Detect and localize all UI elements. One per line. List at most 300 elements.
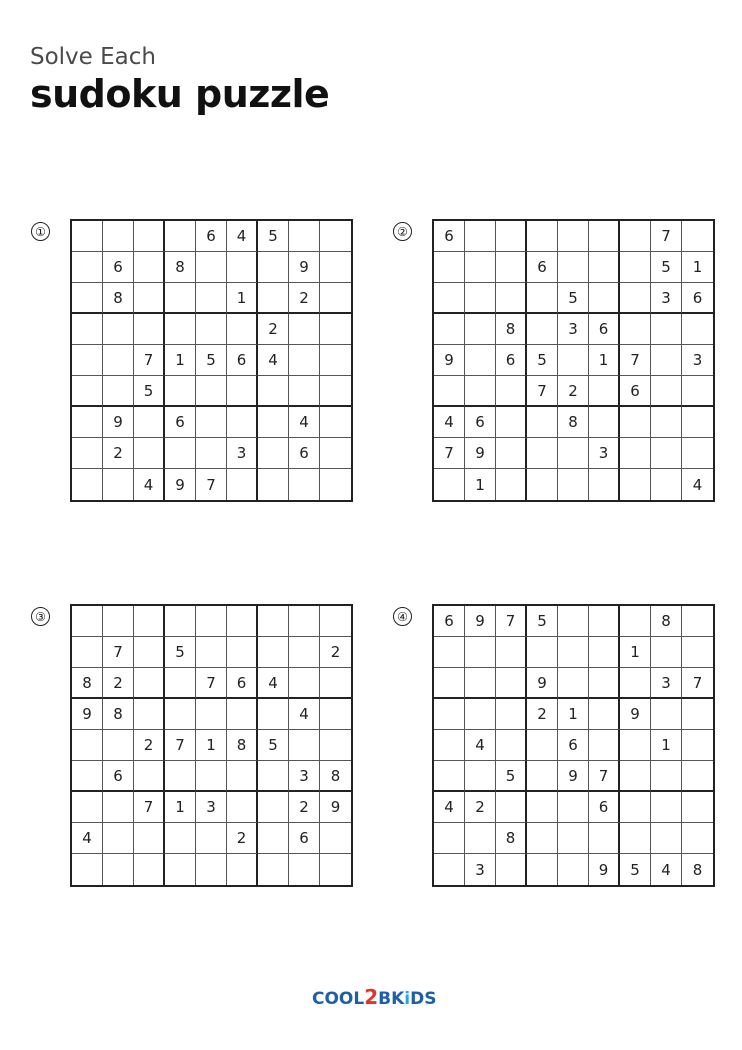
sudoku-cell[interactable]: [527, 469, 558, 500]
sudoku-cell[interactable]: [134, 823, 165, 854]
sudoku-cell[interactable]: 8: [692, 860, 703, 879]
sudoku-cell[interactable]: 7: [434, 438, 465, 469]
sudoku-cell[interactable]: 2: [527, 699, 558, 730]
sudoku-cell[interactable]: [165, 376, 196, 407]
sudoku-cell[interactable]: [134, 637, 165, 668]
sudoku-cell[interactable]: [227, 407, 258, 438]
sudoku-cell[interactable]: 6: [289, 823, 320, 854]
sudoku-cell[interactable]: [527, 761, 558, 792]
sudoku-cell[interactable]: [434, 823, 465, 854]
sudoku-cell[interactable]: 2: [320, 637, 351, 668]
sudoku-cell[interactable]: [465, 376, 496, 407]
sudoku-cell[interactable]: 9: [589, 854, 620, 885]
sudoku-cell[interactable]: [496, 792, 527, 823]
sudoku-cell[interactable]: [227, 854, 258, 885]
sudoku-cell[interactable]: [289, 376, 320, 407]
sudoku-cell[interactable]: [289, 314, 320, 345]
sudoku-cell[interactable]: [527, 407, 558, 438]
sudoku-cell[interactable]: 4: [227, 221, 258, 252]
sudoku-cell[interactable]: 6: [227, 345, 258, 376]
sudoku-cell[interactable]: 9: [103, 407, 134, 438]
sudoku-cell[interactable]: 5: [258, 221, 289, 252]
sudoku-cell[interactable]: [465, 823, 496, 854]
sudoku-cell[interactable]: [165, 221, 196, 252]
sudoku-cell[interactable]: [496, 637, 527, 668]
sudoku-cell[interactable]: [103, 854, 134, 885]
sudoku-cell[interactable]: 5: [165, 637, 196, 668]
sudoku-cell[interactable]: 9: [558, 761, 589, 792]
sudoku-cell[interactable]: 6: [196, 221, 227, 252]
sudoku-cell[interactable]: 1: [196, 730, 227, 761]
sudoku-cell[interactable]: [258, 761, 289, 792]
sudoku-cell[interactable]: 9: [165, 469, 196, 500]
sudoku-cell[interactable]: [103, 606, 134, 637]
sudoku-cell[interactable]: 6: [527, 252, 558, 283]
sudoku-cell[interactable]: [465, 345, 496, 376]
sudoku-cell[interactable]: [258, 792, 289, 823]
sudoku-cell[interactable]: [72, 606, 103, 637]
sudoku-cell[interactable]: [196, 637, 227, 668]
sudoku-cell[interactable]: 2: [103, 668, 134, 699]
sudoku-cell[interactable]: [589, 221, 620, 252]
sudoku-cell[interactable]: [527, 823, 558, 854]
sudoku-cell[interactable]: [134, 283, 165, 314]
sudoku-cell[interactable]: [682, 407, 713, 438]
sudoku-cell[interactable]: [589, 283, 620, 314]
sudoku-cell[interactable]: 6: [682, 283, 713, 314]
sudoku-cell[interactable]: 5: [496, 761, 527, 792]
sudoku-cell[interactable]: [465, 283, 496, 314]
sudoku-cell[interactable]: [196, 376, 227, 407]
sudoku-cell[interactable]: [165, 823, 196, 854]
sudoku-cell[interactable]: [589, 407, 620, 438]
sudoku-cell[interactable]: [682, 606, 713, 637]
sudoku-cell[interactable]: [289, 668, 320, 699]
sudoku-cell[interactable]: 9: [620, 699, 651, 730]
sudoku-cell[interactable]: [527, 283, 558, 314]
sudoku-cell[interactable]: 6: [103, 761, 134, 792]
sudoku-cell[interactable]: [165, 854, 196, 885]
sudoku-cell[interactable]: 9: [434, 345, 465, 376]
sudoku-cell[interactable]: 3: [651, 283, 682, 314]
sudoku-cell[interactable]: [289, 637, 320, 668]
sudoku-cell[interactable]: [258, 438, 289, 469]
sudoku-cell[interactable]: [320, 606, 351, 637]
sudoku-cell[interactable]: 8: [558, 407, 589, 438]
sudoku-cell[interactable]: [558, 637, 589, 668]
sudoku-cell[interactable]: 6: [289, 438, 320, 469]
sudoku-cell[interactable]: [165, 314, 196, 345]
sudoku-cell[interactable]: [103, 469, 134, 500]
sudoku-cell[interactable]: [196, 823, 227, 854]
sudoku-cell[interactable]: [289, 730, 320, 761]
sudoku-cell[interactable]: 4: [289, 699, 320, 730]
sudoku-cell[interactable]: [465, 637, 496, 668]
sudoku-cell[interactable]: [227, 376, 258, 407]
sudoku-cell[interactable]: 4: [434, 407, 465, 438]
sudoku-cell[interactable]: [496, 854, 527, 885]
sudoku-cell[interactable]: 6: [465, 407, 496, 438]
sudoku-cell[interactable]: 8: [496, 314, 527, 345]
sudoku-cell[interactable]: [289, 221, 320, 252]
sudoku-cell[interactable]: [434, 314, 465, 345]
sudoku-cell[interactable]: [227, 314, 258, 345]
sudoku-cell[interactable]: 3: [196, 792, 227, 823]
sudoku-cell[interactable]: 8: [227, 730, 258, 761]
sudoku-cell[interactable]: [496, 668, 527, 699]
sudoku-cell[interactable]: 4: [651, 854, 682, 885]
sudoku-cell[interactable]: 9: [289, 252, 320, 283]
sudoku-cell[interactable]: 6: [227, 668, 258, 699]
sudoku-cell[interactable]: 4: [72, 823, 103, 854]
sudoku-cell[interactable]: [320, 699, 351, 730]
sudoku-cell[interactable]: 4: [434, 792, 465, 823]
sudoku-cell[interactable]: [434, 252, 465, 283]
sudoku-cell[interactable]: [527, 854, 558, 885]
sudoku-cell[interactable]: [682, 792, 713, 823]
sudoku-cell[interactable]: [434, 376, 465, 407]
sudoku-cell[interactable]: [258, 823, 289, 854]
sudoku-cell[interactable]: 8: [103, 699, 134, 730]
sudoku-cell[interactable]: [496, 221, 527, 252]
sudoku-cell[interactable]: 5: [620, 854, 651, 885]
sudoku-cell[interactable]: [134, 314, 165, 345]
sudoku-cell[interactable]: [434, 761, 465, 792]
sudoku-cell[interactable]: [651, 376, 682, 407]
sudoku-cell[interactable]: [227, 792, 258, 823]
sudoku-cell[interactable]: 4: [465, 730, 496, 761]
sudoku-cell[interactable]: 1: [165, 792, 196, 823]
sudoku-cell[interactable]: [558, 606, 589, 637]
sudoku-cell[interactable]: [589, 699, 620, 730]
sudoku-cell[interactable]: [103, 792, 134, 823]
sudoku-cell[interactable]: [72, 438, 103, 469]
sudoku-cell[interactable]: 7: [103, 637, 134, 668]
sudoku-cell[interactable]: [320, 221, 351, 252]
sudoku-cell[interactable]: 3: [682, 345, 713, 376]
sudoku-cell[interactable]: 3: [589, 438, 620, 469]
sudoku-cell[interactable]: [682, 314, 713, 345]
sudoku-cell[interactable]: [258, 606, 289, 637]
sudoku-cell[interactable]: [620, 407, 651, 438]
sudoku-cell[interactable]: 9: [465, 438, 496, 469]
sudoku-cell[interactable]: [434, 283, 465, 314]
sudoku-cell[interactable]: [496, 469, 527, 500]
sudoku-cell[interactable]: 9: [527, 668, 558, 699]
sudoku-cell[interactable]: 6: [558, 730, 589, 761]
sudoku-cell[interactable]: 9: [320, 792, 351, 823]
sudoku-cell[interactable]: [103, 730, 134, 761]
sudoku-cell[interactable]: [682, 376, 713, 407]
sudoku-cell[interactable]: [196, 407, 227, 438]
sudoku-cell[interactable]: [72, 345, 103, 376]
sudoku-cell[interactable]: [72, 854, 103, 885]
sudoku-cell[interactable]: 8: [103, 283, 134, 314]
sudoku-cell[interactable]: [527, 730, 558, 761]
sudoku-cell[interactable]: [165, 438, 196, 469]
sudoku-cell[interactable]: [527, 637, 558, 668]
sudoku-cell[interactable]: [134, 252, 165, 283]
sudoku-cell[interactable]: [589, 823, 620, 854]
sudoku-cell[interactable]: [72, 469, 103, 500]
sudoku-cell[interactable]: [320, 438, 351, 469]
sudoku-cell[interactable]: 2: [258, 314, 289, 345]
sudoku-cell[interactable]: [258, 283, 289, 314]
sudoku-cell[interactable]: [496, 407, 527, 438]
sudoku-cell[interactable]: [620, 252, 651, 283]
sudoku-cell[interactable]: 1: [465, 469, 496, 500]
sudoku-cell[interactable]: [682, 730, 713, 761]
sudoku-cell[interactable]: [651, 314, 682, 345]
sudoku-cell[interactable]: [103, 823, 134, 854]
sudoku-cell[interactable]: 1: [165, 345, 196, 376]
sudoku-cell[interactable]: [465, 221, 496, 252]
sudoku-cell[interactable]: [134, 761, 165, 792]
sudoku-cell[interactable]: 2: [103, 438, 134, 469]
sudoku-cell[interactable]: [196, 854, 227, 885]
sudoku-cell[interactable]: [258, 469, 289, 500]
sudoku-cell[interactable]: [558, 668, 589, 699]
sudoku-cell[interactable]: [558, 854, 589, 885]
sudoku-cell[interactable]: [589, 606, 620, 637]
sudoku-cell[interactable]: [227, 606, 258, 637]
sudoku-cell[interactable]: [620, 730, 651, 761]
sudoku-cell[interactable]: [165, 699, 196, 730]
sudoku-cell[interactable]: [651, 792, 682, 823]
sudoku-cell[interactable]: [320, 407, 351, 438]
sudoku-cell[interactable]: 5: [651, 252, 682, 283]
sudoku-cell[interactable]: [320, 730, 351, 761]
sudoku-cell[interactable]: 5: [196, 345, 227, 376]
sudoku-cell[interactable]: [682, 637, 713, 668]
sudoku-cell[interactable]: [465, 761, 496, 792]
sudoku-cell[interactable]: 4: [258, 668, 289, 699]
sudoku-cell[interactable]: [465, 668, 496, 699]
sudoku-cell[interactable]: [558, 792, 589, 823]
sudoku-cell[interactable]: [196, 314, 227, 345]
sudoku-cell[interactable]: 9: [72, 699, 103, 730]
sudoku-cell[interactable]: [165, 606, 196, 637]
sudoku-cell[interactable]: 2: [227, 823, 258, 854]
sudoku-cell[interactable]: [465, 314, 496, 345]
sudoku-cell[interactable]: [289, 854, 320, 885]
sudoku-cell[interactable]: [103, 345, 134, 376]
sudoku-cell[interactable]: [72, 792, 103, 823]
sudoku-cell[interactable]: 9: [465, 606, 496, 637]
sudoku-cell[interactable]: [258, 252, 289, 283]
sudoku-cell[interactable]: [527, 792, 558, 823]
sudoku-cell[interactable]: [434, 699, 465, 730]
sudoku-cell[interactable]: 6: [620, 376, 651, 407]
sudoku-cell[interactable]: 6: [165, 407, 196, 438]
sudoku-cell[interactable]: [434, 637, 465, 668]
sudoku-cell[interactable]: [465, 252, 496, 283]
sudoku-cell[interactable]: [134, 438, 165, 469]
sudoku-cell[interactable]: [227, 761, 258, 792]
sudoku-cell[interactable]: 7: [620, 345, 651, 376]
sudoku-cell[interactable]: [134, 221, 165, 252]
sudoku-cell[interactable]: [620, 469, 651, 500]
sudoku-cell[interactable]: 7: [496, 606, 527, 637]
sudoku-cell[interactable]: 3: [465, 854, 496, 885]
sudoku-cell[interactable]: [682, 221, 713, 252]
sudoku-cell[interactable]: [320, 469, 351, 500]
sudoku-cell[interactable]: [196, 699, 227, 730]
sudoku-cell[interactable]: 1: [558, 699, 589, 730]
sudoku-cell[interactable]: [651, 345, 682, 376]
sudoku-cell[interactable]: [196, 283, 227, 314]
sudoku-cell[interactable]: [589, 668, 620, 699]
sudoku-cell[interactable]: [134, 699, 165, 730]
sudoku-cell[interactable]: [558, 221, 589, 252]
sudoku-cell[interactable]: [651, 823, 682, 854]
sudoku-cell[interactable]: [134, 606, 165, 637]
sudoku-cell[interactable]: [465, 699, 496, 730]
sudoku-cell[interactable]: 6: [103, 252, 134, 283]
sudoku-cell[interactable]: [589, 469, 620, 500]
sudoku-cell[interactable]: [227, 637, 258, 668]
sudoku-cell[interactable]: 6: [589, 314, 620, 345]
sudoku-cell[interactable]: [196, 606, 227, 637]
sudoku-cell[interactable]: [589, 252, 620, 283]
sudoku-cell[interactable]: 8: [72, 668, 103, 699]
sudoku-cell[interactable]: [589, 376, 620, 407]
sudoku-cell[interactable]: [620, 438, 651, 469]
sudoku-cell[interactable]: [320, 668, 351, 699]
sudoku-cell[interactable]: [72, 407, 103, 438]
sudoku-cell[interactable]: [165, 668, 196, 699]
sudoku-cell[interactable]: 1: [620, 637, 651, 668]
sudoku-cell[interactable]: [620, 792, 651, 823]
sudoku-cell[interactable]: [682, 761, 713, 792]
sudoku-cell[interactable]: [651, 761, 682, 792]
sudoku-cell[interactable]: [103, 376, 134, 407]
sudoku-cell[interactable]: [258, 407, 289, 438]
sudoku-cell[interactable]: [258, 637, 289, 668]
sudoku-cell[interactable]: [258, 699, 289, 730]
sudoku-cell[interactable]: [72, 761, 103, 792]
sudoku-cell[interactable]: [320, 283, 351, 314]
sudoku-cell[interactable]: [620, 314, 651, 345]
sudoku-cell[interactable]: [527, 438, 558, 469]
sudoku-cell[interactable]: [320, 345, 351, 376]
sudoku-cell[interactable]: [434, 668, 465, 699]
sudoku-cell[interactable]: 6: [496, 345, 527, 376]
sudoku-cell[interactable]: [589, 730, 620, 761]
sudoku-cell[interactable]: [651, 407, 682, 438]
sudoku-cell[interactable]: [227, 252, 258, 283]
sudoku-cell[interactable]: [651, 469, 682, 500]
sudoku-cell[interactable]: [620, 283, 651, 314]
sudoku-cell[interactable]: [165, 761, 196, 792]
sudoku-cell[interactable]: 2: [289, 792, 320, 823]
sudoku-cell[interactable]: [496, 699, 527, 730]
sudoku-cell[interactable]: 5: [527, 345, 558, 376]
sudoku-cell[interactable]: [620, 668, 651, 699]
sudoku-cell[interactable]: 5: [527, 606, 558, 637]
sudoku-cell[interactable]: [651, 637, 682, 668]
sudoku-cell[interactable]: [496, 438, 527, 469]
sudoku-cell[interactable]: [558, 345, 589, 376]
sudoku-cell[interactable]: [320, 376, 351, 407]
sudoku-cell[interactable]: [682, 823, 713, 854]
sudoku-cell[interactable]: [134, 668, 165, 699]
sudoku-cell[interactable]: 1: [651, 730, 682, 761]
sudoku-cell[interactable]: [289, 606, 320, 637]
sudoku-cell[interactable]: [72, 221, 103, 252]
sudoku-cell[interactable]: 7: [196, 469, 227, 500]
sudoku-cell[interactable]: [496, 376, 527, 407]
sudoku-cell[interactable]: [72, 314, 103, 345]
sudoku-cell[interactable]: [496, 252, 527, 283]
sudoku-cell[interactable]: 3: [558, 314, 589, 345]
sudoku-cell[interactable]: [196, 252, 227, 283]
sudoku-cell[interactable]: 4: [134, 469, 165, 500]
sudoku-cell[interactable]: [558, 438, 589, 469]
sudoku-cell[interactable]: 3: [289, 761, 320, 792]
sudoku-cell[interactable]: 1: [589, 345, 620, 376]
sudoku-cell[interactable]: [227, 699, 258, 730]
sudoku-cell[interactable]: [134, 854, 165, 885]
sudoku-cell[interactable]: [620, 761, 651, 792]
sudoku-cell[interactable]: [558, 469, 589, 500]
sudoku-cell[interactable]: 4: [289, 407, 320, 438]
sudoku-cell[interactable]: [72, 283, 103, 314]
sudoku-cell[interactable]: 2: [465, 792, 496, 823]
sudoku-cell[interactable]: 7: [527, 376, 558, 407]
sudoku-cell[interactable]: [651, 699, 682, 730]
sudoku-cell[interactable]: [103, 314, 134, 345]
sudoku-cell[interactable]: [227, 469, 258, 500]
sudoku-cell[interactable]: [527, 221, 558, 252]
sudoku-cell[interactable]: [620, 606, 651, 637]
sudoku-cell[interactable]: [682, 438, 713, 469]
sudoku-cell[interactable]: 2: [289, 283, 320, 314]
sudoku-cell[interactable]: 8: [651, 606, 682, 637]
sudoku-cell[interactable]: 3: [651, 668, 682, 699]
sudoku-cell[interactable]: [258, 376, 289, 407]
sudoku-cell[interactable]: 7: [682, 668, 713, 699]
sudoku-cell[interactable]: 6: [434, 221, 465, 252]
sudoku-cell[interactable]: 4: [258, 345, 289, 376]
sudoku-cell[interactable]: 1: [682, 252, 713, 283]
sudoku-cell[interactable]: [320, 252, 351, 283]
sudoku-cell[interactable]: [496, 730, 527, 761]
sudoku-cell[interactable]: [320, 823, 351, 854]
sudoku-cell[interactable]: [72, 252, 103, 283]
sudoku-cell[interactable]: 5: [558, 283, 589, 314]
sudoku-cell[interactable]: [527, 314, 558, 345]
sudoku-cell[interactable]: 7: [134, 345, 165, 376]
sudoku-cell[interactable]: [196, 438, 227, 469]
sudoku-cell[interactable]: 3: [227, 438, 258, 469]
sudoku-cell[interactable]: 4: [692, 475, 703, 494]
sudoku-cell[interactable]: [196, 761, 227, 792]
sudoku-cell[interactable]: 2: [558, 376, 589, 407]
sudoku-cell[interactable]: 7: [134, 792, 165, 823]
sudoku-cell[interactable]: [434, 730, 465, 761]
sudoku-cell[interactable]: [558, 823, 589, 854]
sudoku-cell[interactable]: [165, 283, 196, 314]
sudoku-cell[interactable]: 7: [651, 221, 682, 252]
sudoku-cell[interactable]: [434, 469, 465, 500]
sudoku-cell[interactable]: [103, 221, 134, 252]
sudoku-cell[interactable]: [258, 854, 289, 885]
sudoku-cell[interactable]: [289, 469, 320, 500]
sudoku-cell[interactable]: [72, 376, 103, 407]
sudoku-cell[interactable]: [496, 283, 527, 314]
sudoku-cell[interactable]: 5: [134, 376, 165, 407]
